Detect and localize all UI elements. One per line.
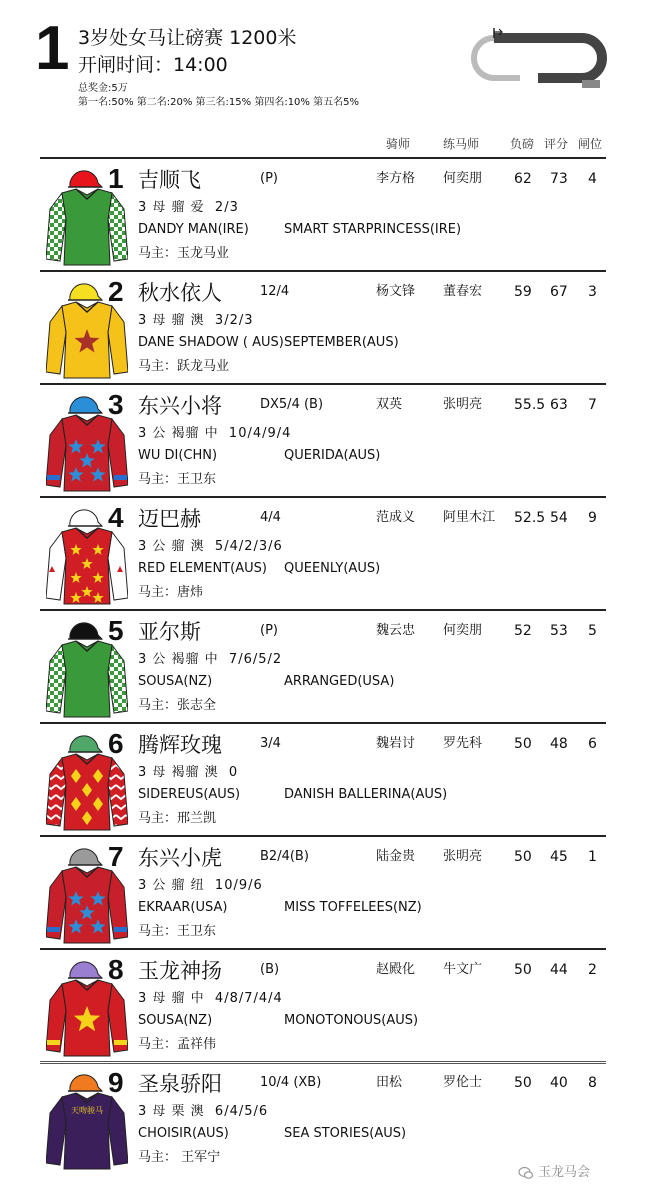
- race-purse: 总奖金:5万: [78, 83, 128, 94]
- weight: 50: [514, 849, 532, 865]
- row-divider: [40, 157, 606, 159]
- race-title: 3岁处女马让磅赛 1200米: [78, 27, 297, 49]
- dam-name: MONOTONOUS(AUS): [284, 1013, 419, 1028]
- sire-name: EKRAAR(USA): [138, 900, 228, 915]
- row-divider: [40, 270, 606, 272]
- weight: 50: [514, 962, 532, 978]
- odds-equipment: (P): [260, 171, 278, 186]
- jockey-name: 李方格: [376, 171, 416, 186]
- jockey-name: 田松: [376, 1075, 403, 1090]
- trainer-name: 牛文广: [443, 962, 483, 977]
- jockey-silk-icon: [46, 300, 128, 380]
- sire-name: CHOISIR(AUS): [138, 1126, 229, 1141]
- runner-row: [40, 270, 606, 383]
- odds-equipment: DX5/4 (B): [260, 397, 324, 412]
- draw: 8: [588, 1075, 597, 1091]
- rating: 73: [550, 171, 568, 187]
- horse-info: 3 母 骝 澳 3/2/3: [138, 313, 254, 328]
- owner-name: 马主：玉龙马业: [138, 246, 230, 261]
- draw: 1: [588, 849, 597, 865]
- svg-text:天吻骏马: 天吻骏马: [71, 1106, 103, 1115]
- sire-name: SOUSA(NZ): [138, 674, 213, 689]
- weight: 62: [514, 171, 532, 187]
- rating: 48: [550, 736, 568, 752]
- odds-equipment: (P): [260, 623, 278, 638]
- col-trainer: 练马师: [443, 137, 480, 151]
- row-divider: [40, 496, 606, 498]
- track-diagram: [458, 24, 608, 106]
- odds-equipment: 10/4 (XB): [260, 1075, 322, 1090]
- race-header: [0, 0, 650, 150]
- runner-number: 6: [108, 728, 124, 759]
- owner-name: 马主：唐炜: [138, 585, 204, 600]
- horse-name: 东兴小将: [138, 394, 222, 418]
- trainer-name: 张明亮: [443, 397, 483, 412]
- jockey-name: 范成义: [376, 510, 416, 525]
- weight: 59: [514, 284, 532, 300]
- horse-name: 吉顺飞: [138, 168, 201, 192]
- draw: 3: [588, 284, 597, 300]
- sire-name: DANDY MAN(IRE): [138, 222, 249, 237]
- trainer-name: 何奕朋: [443, 171, 483, 186]
- horse-name: 秋水依人: [138, 281, 222, 305]
- runner-row: [40, 157, 606, 270]
- weight: 52.5: [514, 510, 546, 526]
- draw: 4: [588, 171, 597, 187]
- horse-name: 迈巴赫: [138, 507, 201, 531]
- race-number: 1: [35, 14, 70, 83]
- col-weight: 负磅: [510, 137, 535, 151]
- jockey-silk-icon: [46, 413, 128, 493]
- jockey-name: 杨文锋: [376, 284, 416, 299]
- dam-name: SMART STARPRINCESS(IRE): [284, 222, 462, 237]
- owner-name: 马主： 王军宁: [138, 1150, 221, 1165]
- draw: 2: [588, 962, 597, 978]
- owner-name: 马主：孟祥伟: [138, 1037, 217, 1052]
- rating: 53: [550, 623, 568, 639]
- horse-info: 3 公 骝 纽 10/9/6: [138, 878, 263, 893]
- runner-number: 7: [108, 841, 124, 872]
- jockey-silk-icon: [46, 978, 128, 1058]
- weight: 52: [514, 623, 532, 639]
- trainer-name: 罗先科: [443, 736, 483, 751]
- weight: 55.5: [514, 397, 546, 413]
- row-divider: [40, 1061, 606, 1064]
- jockey-silk-icon: [46, 639, 128, 719]
- dam-name: QUEENLY(AUS): [284, 561, 381, 576]
- draw: 6: [588, 736, 597, 752]
- prize-split: 第一名:50% 第二名:20% 第三名:15% 第四名:10% 第五名5%: [78, 97, 359, 108]
- runner-number: 9: [108, 1067, 124, 1098]
- horse-info: 3 母 栗 澳 6/4/5/6: [138, 1104, 269, 1119]
- runner-row: [40, 383, 606, 496]
- trainer-name: 张明亮: [443, 849, 483, 864]
- sire-name: SOUSA(NZ): [138, 1013, 213, 1028]
- horse-info: 3 母 骝 中 4/8/7/4/4: [138, 991, 283, 1006]
- row-divider: [40, 609, 606, 611]
- horse-info: 3 母 骝 爱 2/3: [138, 200, 239, 215]
- sire-name: RED ELEMENT(AUS): [138, 561, 267, 576]
- row-divider: [40, 722, 606, 724]
- horse-info: 3 公 褐骝 中 10/4/9/4: [138, 426, 292, 441]
- runner-number: 4: [108, 502, 124, 533]
- owner-name: 马主：张志全: [138, 698, 217, 713]
- dam-name: ARRANGED(USA): [284, 674, 395, 689]
- jockey-silk-icon: [46, 526, 128, 606]
- odds-equipment: 4/4: [260, 510, 281, 525]
- rating: 54: [550, 510, 568, 526]
- jockey-silk-icon: [46, 752, 128, 832]
- owner-name: 马主：邢兰凯: [138, 811, 217, 826]
- owner-name: 马主：王卫东: [138, 472, 217, 487]
- horse-name: 东兴小虎: [138, 846, 222, 870]
- col-rating: 评分: [544, 137, 569, 151]
- runner-row: [40, 1061, 606, 1174]
- horse-info: 3 母 褐骝 澳 0: [138, 765, 239, 780]
- draw: 5: [588, 623, 597, 639]
- jockey-name: 魏岩讨: [376, 736, 416, 751]
- odds-equipment: 3/4: [260, 736, 281, 751]
- dam-name: MISS TOFFELEES(NZ): [284, 900, 422, 915]
- horse-info: 3 公 褐骝 中 7/6/5/2: [138, 652, 283, 667]
- runner-number: 3: [108, 389, 124, 420]
- horse-name: 腾辉玫瑰: [138, 733, 222, 757]
- trainer-name: 何奕朋: [443, 623, 483, 638]
- odds-equipment: B2/4(B): [260, 849, 309, 864]
- trainer-name: 罗伦士: [443, 1075, 483, 1090]
- runner-row: [40, 835, 606, 948]
- sire-name: SIDEREUS(AUS): [138, 787, 241, 802]
- rating: 63: [550, 397, 568, 413]
- runner-row: [40, 722, 606, 835]
- jockey-name: 魏云忠: [376, 623, 416, 638]
- runner-number: 2: [108, 276, 124, 307]
- col-draw: 闸位: [578, 137, 603, 151]
- jockey-name: 双英: [376, 397, 403, 412]
- jockey-name: 赵殿化: [376, 962, 416, 977]
- runner-row: [40, 496, 606, 609]
- wechat-icon: [518, 1165, 534, 1181]
- jockey-silk-icon: [46, 865, 128, 945]
- dam-name: QUERIDA(AUS): [284, 448, 381, 463]
- runner-number: 5: [108, 615, 124, 646]
- row-divider: [40, 948, 606, 950]
- weight: 50: [514, 1075, 532, 1091]
- race-time: 开闸时间：14:00: [78, 54, 228, 76]
- col-jockey: 骑师: [386, 137, 411, 151]
- horse-name: 亚尔斯: [138, 620, 201, 644]
- horse-info: 3 公 骝 澳 5/4/2/3/6: [138, 539, 283, 554]
- jockey-name: 陆金贵: [376, 849, 416, 864]
- draw: 7: [588, 397, 597, 413]
- sire-name: WU DI(CHN): [138, 448, 218, 463]
- dam-name: SEPTEMBER(AUS): [284, 335, 399, 350]
- owner-name: 马主：跃龙马业: [138, 359, 230, 374]
- row-divider: [40, 835, 606, 837]
- runner-number: 1: [108, 163, 124, 194]
- jockey-silk-icon: [46, 187, 128, 267]
- sire-name: DANE SHADOW ( AUS): [138, 335, 284, 350]
- owner-name: 马主：王卫东: [138, 924, 217, 939]
- odds-equipment: (B): [260, 962, 280, 977]
- dam-name: DANISH BALLERINA(AUS): [284, 787, 448, 802]
- trainer-name: 阿里木江: [443, 510, 496, 525]
- weight: 50: [514, 736, 532, 752]
- rating: 40: [550, 1075, 568, 1091]
- runner-number: 8: [108, 954, 124, 985]
- rating: 45: [550, 849, 568, 865]
- rating: 67: [550, 284, 568, 300]
- jockey-silk-icon: [46, 1091, 128, 1171]
- runner-row: [40, 948, 606, 1061]
- dam-name: SEA STORIES(AUS): [284, 1126, 407, 1141]
- row-divider: [40, 383, 606, 385]
- runner-row: [40, 609, 606, 722]
- draw: 9: [588, 510, 597, 526]
- odds-equipment: 12/4: [260, 284, 290, 299]
- trainer-name: 董春宏: [443, 284, 483, 299]
- rating: 44: [550, 962, 568, 978]
- watermark: 玉龙马会: [538, 1165, 591, 1180]
- horse-name: 圣泉骄阳: [138, 1072, 222, 1096]
- horse-name: 玉龙神扬: [138, 959, 222, 983]
